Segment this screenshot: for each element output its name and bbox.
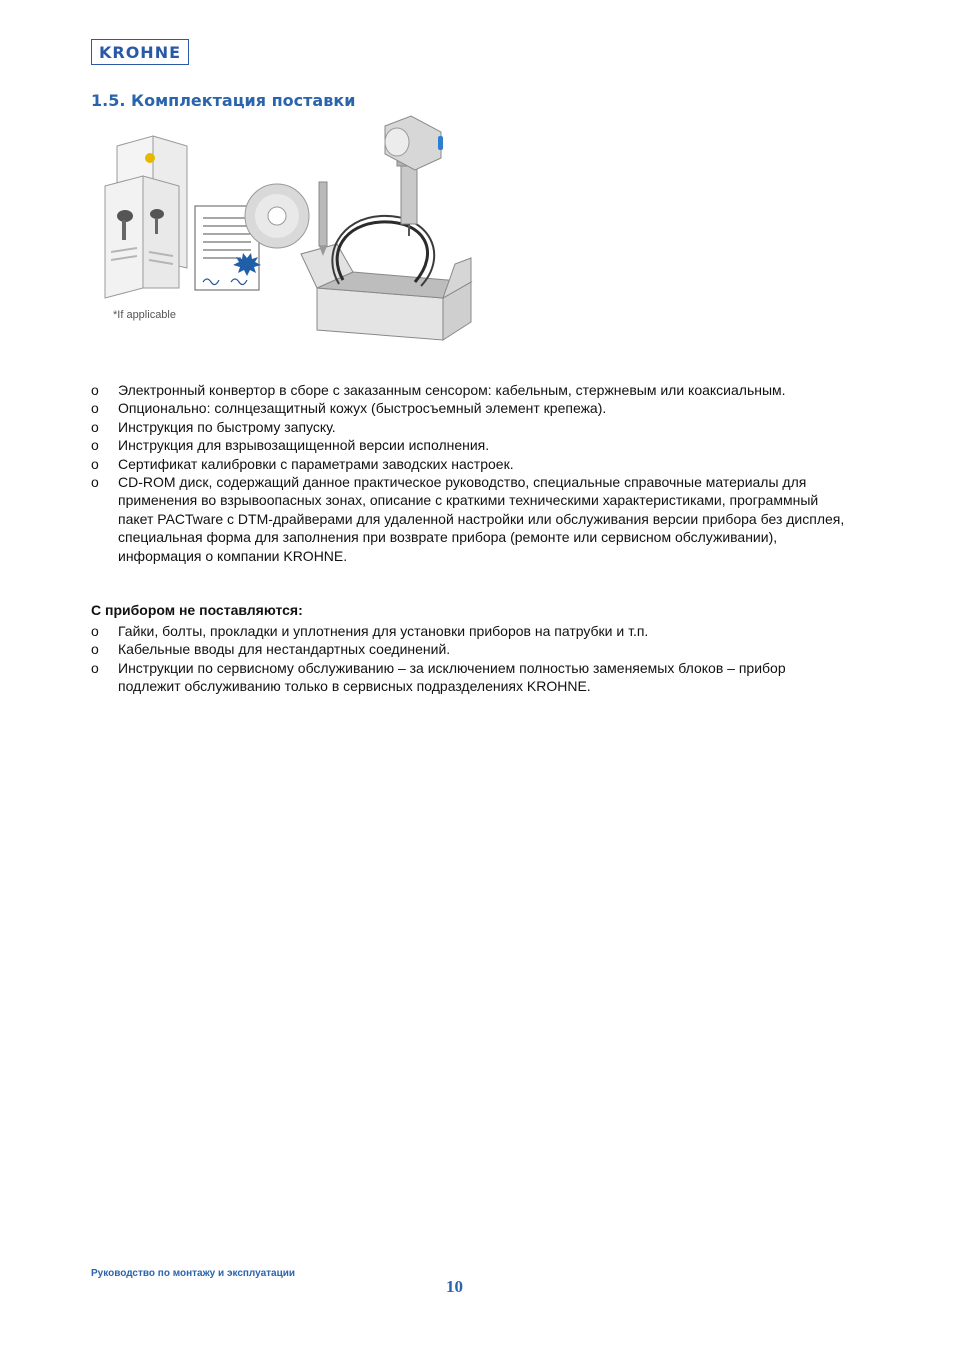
- cd-rom-icon: [245, 184, 309, 248]
- list-item-text: CD-ROM диск, содержащий данное практическое руководство, специальные справочные материалы для применения во взрывоопасных зонах, описание с краткими техническими характеристиками, программный пакет PACTware с DTM-драйверами для удаленной настройки или обслуживания версии прибора без дисплея, специальная форма для заполнения при возврате прибора (ремонте или сервисном обслуживании), информация о компании KROHNE.: [118, 474, 845, 564]
- list-item: [91, 473, 851, 565]
- page-number: 10: [446, 1277, 463, 1296]
- delivery-excluded-list: [91, 622, 851, 696]
- list-item-text: Кабельные вводы для нестандартных соединений.: [118, 641, 451, 658]
- list-item: [91, 381, 851, 399]
- logo-text: KROHNE: [98, 42, 182, 62]
- list-item: [91, 640, 851, 658]
- list-bullet: o: [91, 659, 99, 676]
- list-item: [91, 455, 851, 473]
- booklet-icon: [105, 136, 187, 298]
- delivery-illustration: [95, 112, 475, 344]
- list-item-text: Сертификат калибровки с параметрами заводских настроек.: [118, 455, 514, 472]
- list-item: [91, 659, 851, 696]
- list-bullet: o: [91, 400, 99, 417]
- delivery-scope-figure: [95, 112, 475, 344]
- list-item: [91, 418, 851, 436]
- delivery-included-list: [91, 381, 851, 565]
- list-bullet: o: [91, 437, 99, 454]
- list-item-text: Инструкция по быстрому запуску.: [118, 418, 336, 435]
- list-item-text: Опционально: солнцезащитный кожух (быстросъемный элемент крепежа).: [118, 400, 607, 417]
- footer-title: Руководство по монтажу и эксплуатации: [91, 1268, 296, 1279]
- section-title: 1.5. Комплектация поставки: [91, 91, 356, 110]
- list-item: [91, 622, 851, 640]
- list-item-text: Инструкция для взрывозащищенной версии исполнения.: [118, 437, 490, 454]
- list-item-text: Инструкции по сервисному обслуживанию – за исключением полностью заменяемых блоков – прибор подлежит обслуживанию только в сервисных подразделениях KROHNE.: [118, 659, 786, 695]
- list-bullet: o: [91, 623, 99, 639]
- list-item-text: Электронный конвертор в сборе с заказанным сенсором: кабельным, стержневым или коаксиальным.: [118, 382, 786, 398]
- figure-caption: *If applicable: [113, 309, 176, 321]
- box-icon: [301, 244, 471, 340]
- list-item: [91, 399, 851, 417]
- list-bullet: o: [91, 474, 99, 491]
- list-item: [91, 436, 851, 454]
- list-bullet: o: [91, 641, 99, 658]
- list-item-text: Гайки, болты, прокладки и уплотнения для установки приборов на патрубки и т.п.: [118, 623, 649, 639]
- list-bullet: o: [91, 455, 99, 472]
- not-included-title: С прибором не поставляются:: [91, 602, 303, 618]
- list-bullet: o: [91, 418, 99, 435]
- converter-icon: [385, 116, 443, 236]
- list-bullet: o: [91, 382, 99, 398]
- krohne-logo: [91, 39, 189, 65]
